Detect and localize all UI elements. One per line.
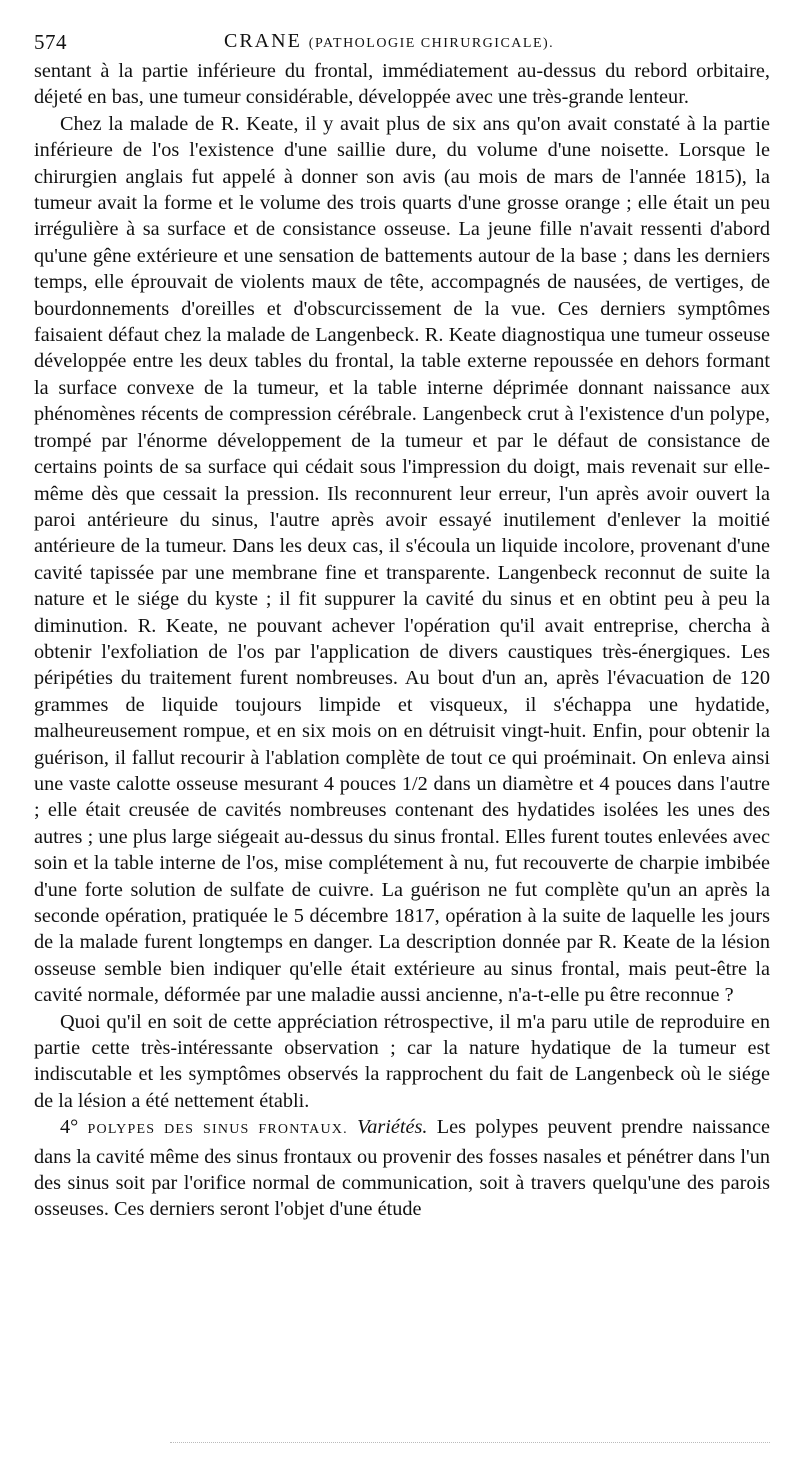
paragraph-keate-case: Chez la malade de R. Keate, il y avait plus de six ans qu'on avait constaté à la partie inférieure de l'os l'existence d'une saillie dure, du volume d'une noisette. Lorsque le chirurgien anglais fut appelé à donner son avis (au mois de mars de l'année 1815), la tumeur avait la forme et le volume des trois quarts d'une grosse orange ; elle était un peu irrégulière à sa surface et de consistance osseuse. La jeune fille n'avait ressenti d'abord qu'une gêne extérieure et une sensation de battements autour de la base ; dans les derniers temps, elle éprouvait de violents maux de tête, accompagnés de nausées, de vertiges, de bourdonnements d'oreilles et d'obscurcissement de la vue. Ces derniers symptômes faisaient défaut chez la malade de Langenbeck. R. Keate diagnostiqua une tumeur osseuse développée entre les deux tables du frontal, la table externe repoussée en dehors formant la surface convexe de la tumeur, et la table interne déprimée donnant naissance aux phénomènes récents de compression cérébrale. Langenbeck crut à l'existence d'un polype, trompé par l'énorme développement de la tumeur et par le défaut de consistance de certains points de sa surface qui cédait sous l'impression du doigt, mais revenait sur elle-même dès que cessait la pression. Ils reconnurent leur erreur, l'un après avoir ouvert la paroi antérieure du sinus, l'autre après avoir essayé inutilement d'enlever la moitié antérieure de la tumeur. Dans les deux cas, il s'écoula un liquide incolore, provenant d'une cavité tapissée par une membrane fine et transparente. Langenbeck reconnut de suite la nature et le siége du kyste ; il fit suppurer la cavité du sinus et en obtint peu à peu la diminution. R. Keate, ne pouvant achever l'opération qu'il avait entreprise, chercha à obtenir l'exfoliation de l'os par l'application de divers caustiques très-énergiques. Les péripéties du traitement furent nombreuses. Au bout d'un an, après l'évacuation de 120 grammes de liquide toujours limpide et visqueux, il s'échappa une hydatide, malheureusement rompue, et en six mois on en détruisit vingt-huit. Enfin, pour obtenir la guérison, il fallut recourir à l'ablation complète de tout ce qui proéminait. On enleva ainsi une vaste calotte osseuse mesurant 4 pouces 1/2 dans un diamètre et 4 pouces dans l'autre ; elle était creusée de cavités nombreuses contenant des hydatides isolées les unes des autres ; une plus large siégeait au-dessus du sinus frontal. Elles furent toutes enlevées avec soin et la table interne de l'os, mise complétement à nu, fut recouverte de charpie imbibée d'une forte solution de sulfate de cuivre. La guérison ne fut complète qu'un an après la seconde opération, pratiquée le 5 décembre 1817, opération à la suite de laquelle les jours de la malade furent longtemps en danger. La description donnée par R. Keate de la lésion osseuse semble bien indiquer qu'elle était extérieure au sinus frontal, mais peut-être la cavité normale, déformée par une maladie aussi ancienne, n'a-t-elle pu être reconnue ?: [34, 112, 770, 1007]
running-title-subtitle: (PATHOLOGIE CHIRURGICALE).: [308, 36, 555, 51]
page-bottom-marks: [170, 1442, 770, 1447]
document-page: [34, 22, 770, 1223]
section-polypes: [34, 1114, 770, 1223]
page-header: [34, 22, 770, 58]
page-number: 574: [34, 30, 67, 54]
section-text: Les polypes peuvent prendre naissance dans la cavité même des sinus frontaux ou provenir des fosses nasales et pénétrer dans l'un des sinus soit par l'orifice normal de communication, soit à travers quelqu'une des parois osseuses. Ces derniers seront l'objet d'une étude: [34, 1116, 770, 1221]
running-title: [224, 30, 554, 53]
paragraph-retrospective: Quoi qu'il en soit de cette appréciation rétrospective, il m'a paru utile de reproduire en partie cette très-intéressante observation ; car la nature hydatique de la tumeur est indiscutable et les symptômes observés la rapprochent du fait de Langenbeck où le siége de la lésion a été nettement établi.: [34, 1010, 770, 1112]
section-number: 4°: [60, 1116, 79, 1139]
section-subtitle: Variétés.: [357, 1116, 428, 1139]
section-title: POLYPES DES SINUS FRONTAUX.: [87, 1122, 348, 1138]
paragraph-continuation: sentant à la partie inférieure du frontal, immédiatement au-dessus du rebord orbitaire, déjeté en bas, une tumeur considérable, développée avec une très-grande lenteur.: [34, 60, 770, 109]
body-text: [34, 58, 770, 1223]
running-title-main: CRANE: [224, 30, 302, 52]
